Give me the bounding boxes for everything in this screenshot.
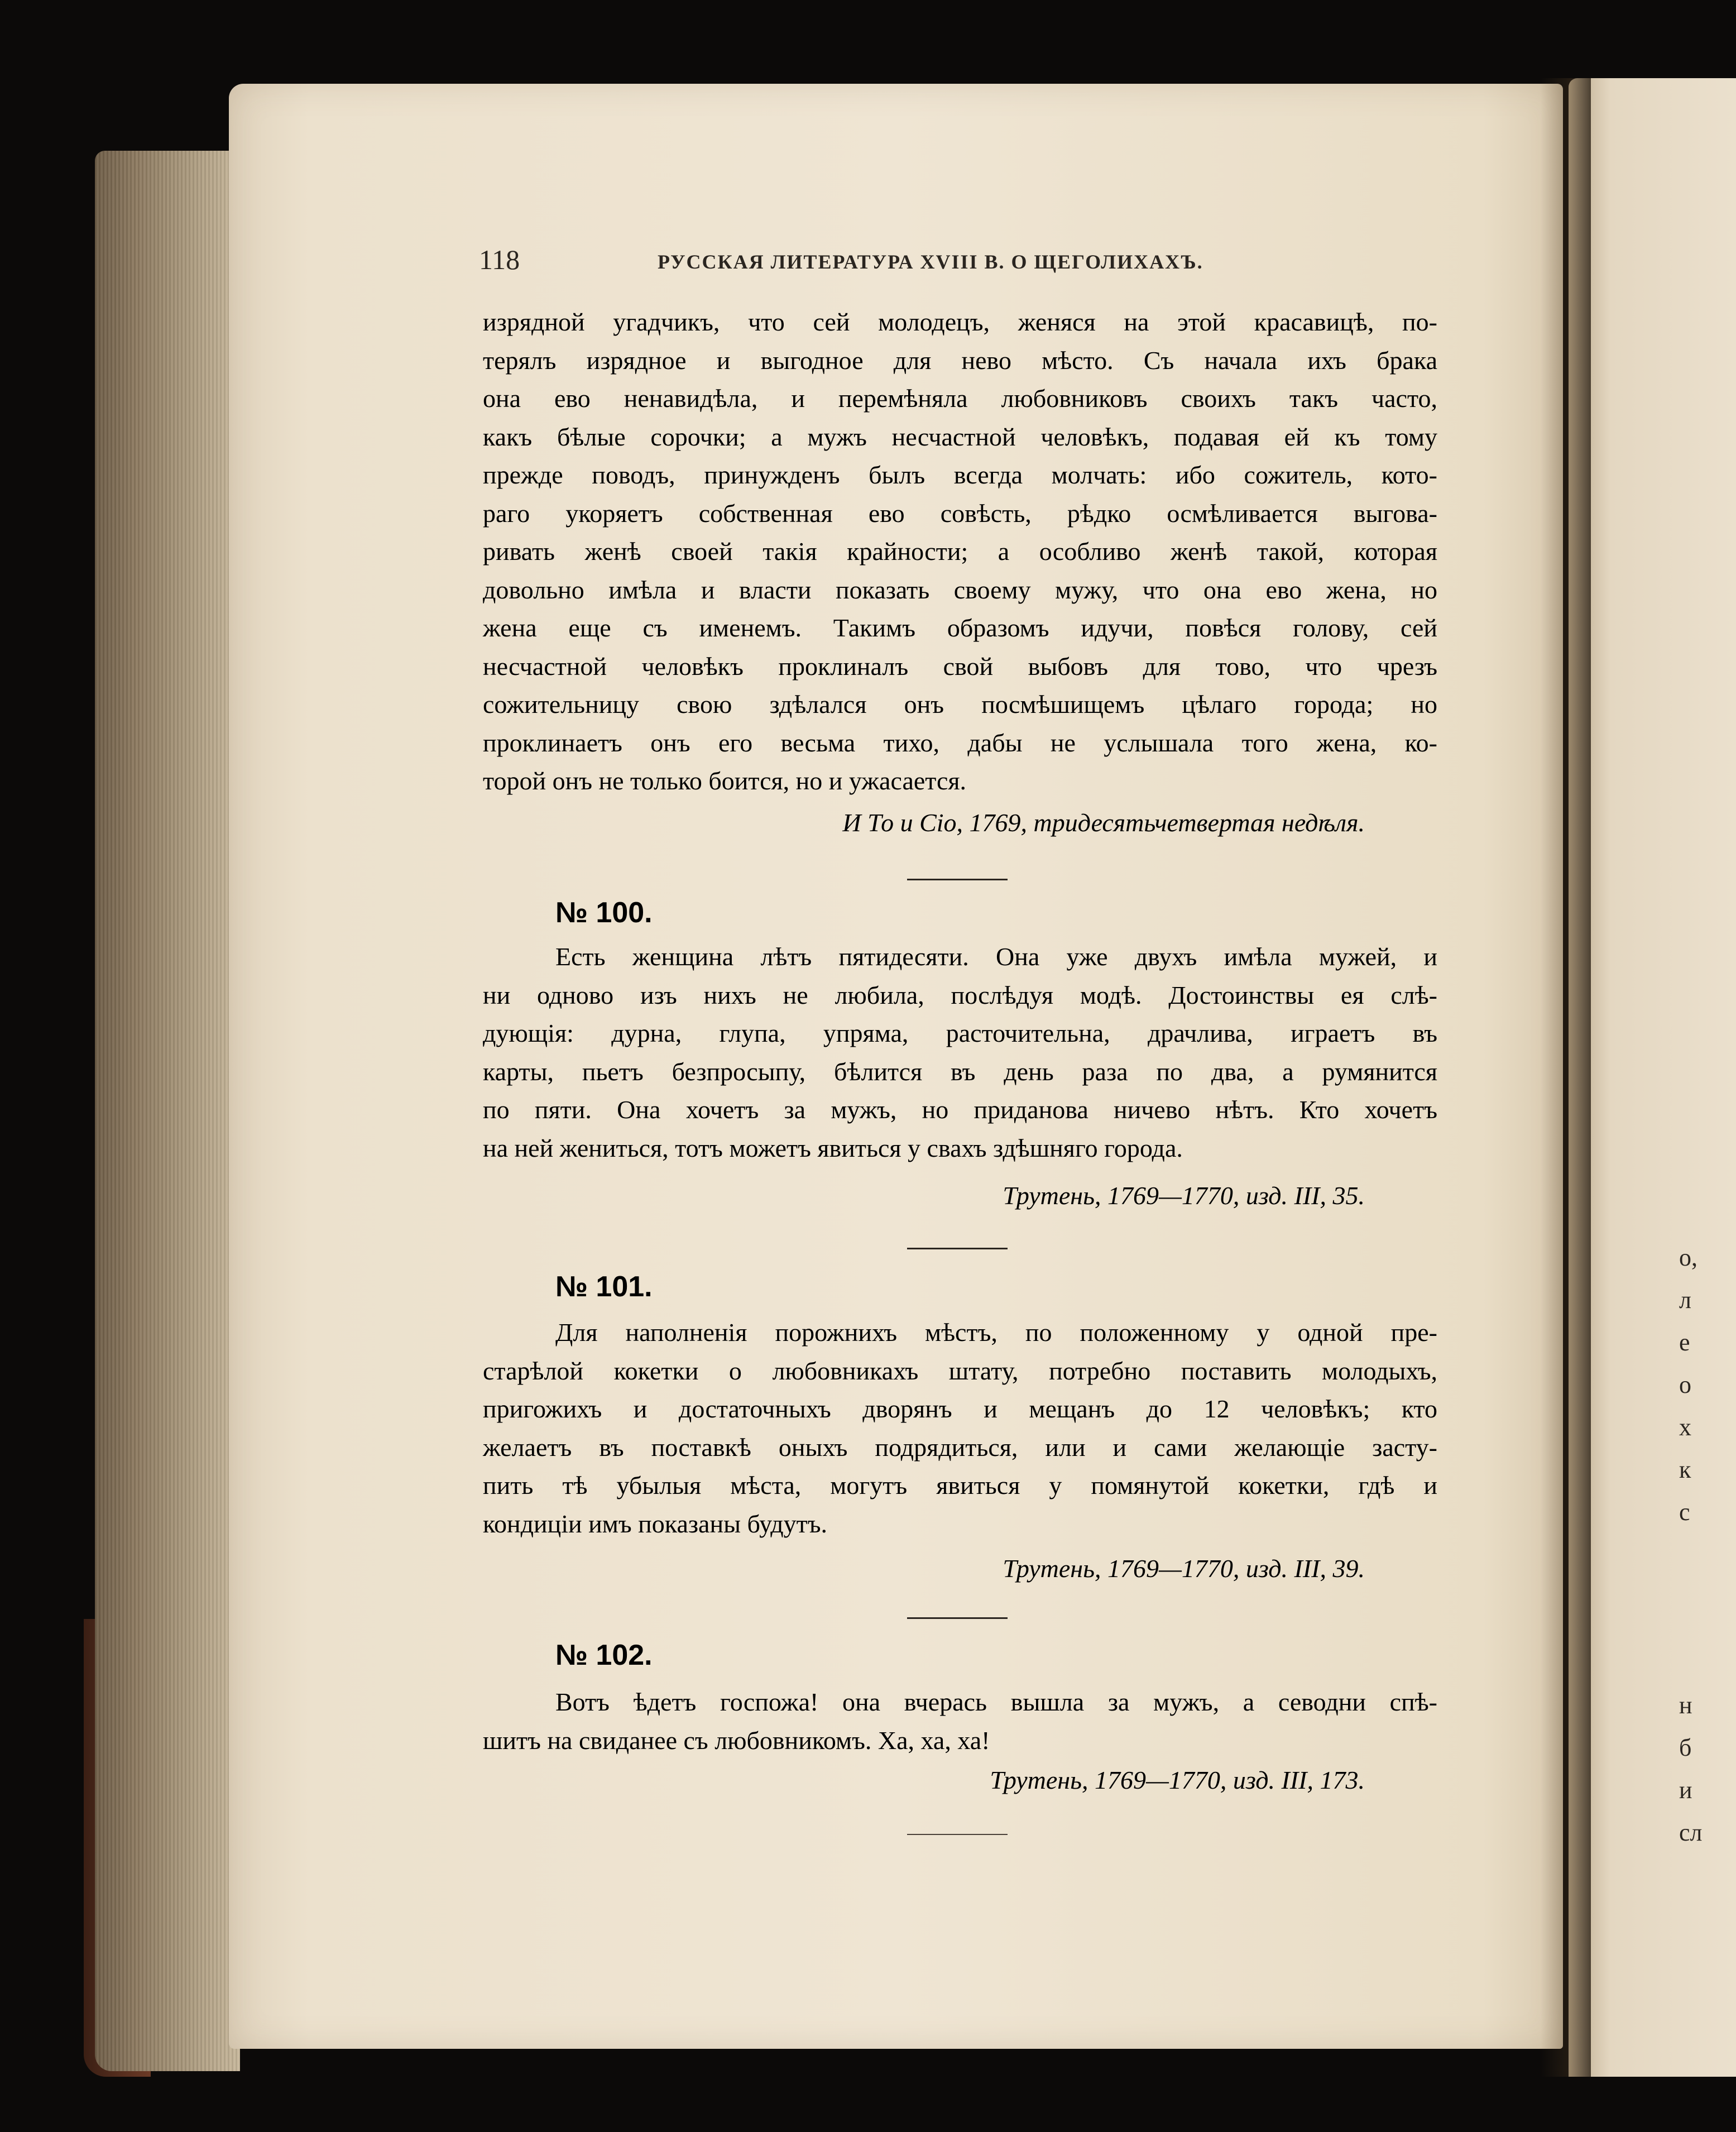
- text-line: изрядной угадчикъ, что сей молодецъ, женяся на этой красавицѣ, по-: [483, 308, 1437, 336]
- entry-102-citation-block: [483, 1761, 1437, 1799]
- text-line: Есть женщина лѣтъ пятидесяти. Она уже двухъ имѣла мужей, и: [555, 942, 1437, 971]
- entry-heading-container: [483, 893, 653, 932]
- text-line: на ней жениться, тотъ можетъ явиться у свахъ здѣшняго города.: [483, 1133, 1183, 1162]
- section-divider: [907, 1248, 1008, 1249]
- text-line: карты, пьетъ безпросыпу, бѣлится въ день раза по два, а румянится: [483, 1057, 1437, 1086]
- page-stack-edge: [95, 151, 240, 2071]
- text-line: желаетъ въ поставкѣ оныхъ подрядиться, или и сами желающіе засту-: [483, 1432, 1437, 1462]
- running-head: РУССКАЯ ЛИТЕРАТУРА XVIII В. О ЩЕГОЛИХАХЪ.: [658, 251, 1203, 273]
- entry-heading: № 102.: [555, 1639, 653, 1671]
- entry-100-text: [483, 938, 1437, 1167]
- text-line: Для наполненія порожнихъ мѣстъ, по положенному у одной пре-: [555, 1318, 1437, 1347]
- text-line: пить тѣ убылыя мѣста, могутъ явиться у помянутой кокетки, гдѣ и: [483, 1471, 1437, 1499]
- text-line: дующія: дурна, глупа, упряма, расточительна, драчлива, играетъ въ: [483, 1019, 1437, 1047]
- fragment-line: с: [1679, 1498, 1690, 1526]
- text-line: старѣлой кокетки о любовникахъ штату, потребно поставить молодыхъ,: [483, 1356, 1437, 1385]
- fragment-line: н: [1679, 1692, 1692, 1719]
- text-line: проклинаетъ онъ его весьма тихо, дабы не услышала того жена, ко-: [483, 728, 1437, 757]
- paragraph-text: [483, 1683, 1437, 1760]
- text-line: шитъ на свиданее съ любовникомъ. Ха, ха, ха!: [483, 1726, 990, 1755]
- text-line: прежде поводъ, принужденъ былъ всегда молчать: ибо сожитель, кото-: [483, 461, 1437, 489]
- text-line: по пяти. Она хочетъ за мужъ, но приданова ничево нѣтъ. Кто хочетъ: [483, 1095, 1437, 1124]
- text-line: какъ бѣлые сорочки; а мужъ несчастной человѣкъ, подавая ей къ тому: [483, 422, 1437, 451]
- text-line: довольно имѣла и власти показать своему мужу, что она ево жена, но: [483, 575, 1437, 604]
- entry-100-citation-block: [483, 1177, 1437, 1215]
- spine-shadow: [1541, 78, 1591, 2077]
- text-line: жена еще съ именемъ. Такимъ образомъ идучи, повѣся голову, сей: [483, 614, 1437, 642]
- section-divider: [907, 879, 1008, 880]
- facing-page-fragment-upper: [1679, 1237, 1697, 1534]
- source-citation: Трутень, 1769—1770, изд. III, 35.: [1003, 1181, 1365, 1210]
- fragment-line: о: [1679, 1371, 1691, 1398]
- fragment-line: и: [1679, 1776, 1692, 1804]
- entry-101-citation-block: [483, 1550, 1437, 1588]
- fragment-line: л: [1679, 1286, 1691, 1314]
- paragraph-text: [483, 303, 1437, 801]
- text-line: раго укоряетъ собственная ево совѣсть, рѣдко осмѣливается выгова-: [483, 499, 1437, 528]
- entry-102-text: [483, 1683, 1437, 1760]
- paragraph-text: [483, 938, 1437, 1167]
- fragment-line: о,: [1679, 1244, 1697, 1271]
- entry-heading: № 100.: [555, 897, 653, 929]
- entry-heading-container: [483, 1267, 653, 1306]
- entry-heading-container: [483, 1636, 653, 1675]
- text-line: Вотъ ѣдетъ госпожа! она вчерась вышла за мужъ, а севодни спѣ-: [555, 1688, 1437, 1716]
- fragment-line: б: [1679, 1734, 1692, 1761]
- opening-citation-block: [483, 804, 1437, 842]
- section-divider: [907, 1617, 1008, 1619]
- fragment-line: к: [1679, 1456, 1691, 1483]
- entry-heading: № 101.: [555, 1271, 653, 1303]
- page-number: 118: [479, 244, 520, 275]
- fragment-line: х: [1679, 1414, 1691, 1441]
- paragraph-text: [483, 1314, 1437, 1543]
- text-line: сожительницу свою здѣлался онъ посмѣшищемъ цѣлаго города; но: [483, 690, 1437, 718]
- text-line: пригожихъ и достаточныхъ дворянъ и мещанъ до 12 человѣкъ; кто: [483, 1395, 1437, 1423]
- text-line: кондиціи имъ показаны будутъ.: [483, 1509, 828, 1538]
- text-line: несчастной человѣкъ проклиналъ свой выбовъ для тово, что чрезъ: [483, 651, 1437, 681]
- facing-page: [1569, 78, 1736, 2077]
- section-divider: [907, 1834, 1008, 1835]
- source-citation: Трутень, 1769—1770, изд. III, 173.: [990, 1766, 1365, 1794]
- text-line: ни одново изъ нихъ не любила, послѣдуя модѣ. Достоинствы ея слѣ-: [483, 980, 1437, 1009]
- opening-paragraph: [483, 303, 1437, 801]
- facing-page-fragment-lower: [1679, 1684, 1703, 1854]
- text-line: терялъ изрядное и выгодное для нево мѣсто. Съ начала ихъ брака: [483, 346, 1437, 375]
- text-line: она ево ненавидѣла, и перемѣняла любовниковъ своихъ такъ часто,: [483, 384, 1437, 413]
- fragment-line: сл: [1679, 1819, 1703, 1846]
- text-line: ривать женѣ своей такія крайности; а особливо женѣ такой, которая: [483, 537, 1437, 566]
- source-citation: Трутень, 1769—1770, изд. III, 39.: [1003, 1554, 1365, 1583]
- text-line: торой онъ не только боится, но и ужасается.: [483, 766, 967, 795]
- fragment-line: е: [1679, 1329, 1690, 1356]
- source-citation: И То и Сіо, 1769, тридесятьчетвертая недѣля.: [842, 808, 1365, 837]
- entry-101-text: [483, 1314, 1437, 1543]
